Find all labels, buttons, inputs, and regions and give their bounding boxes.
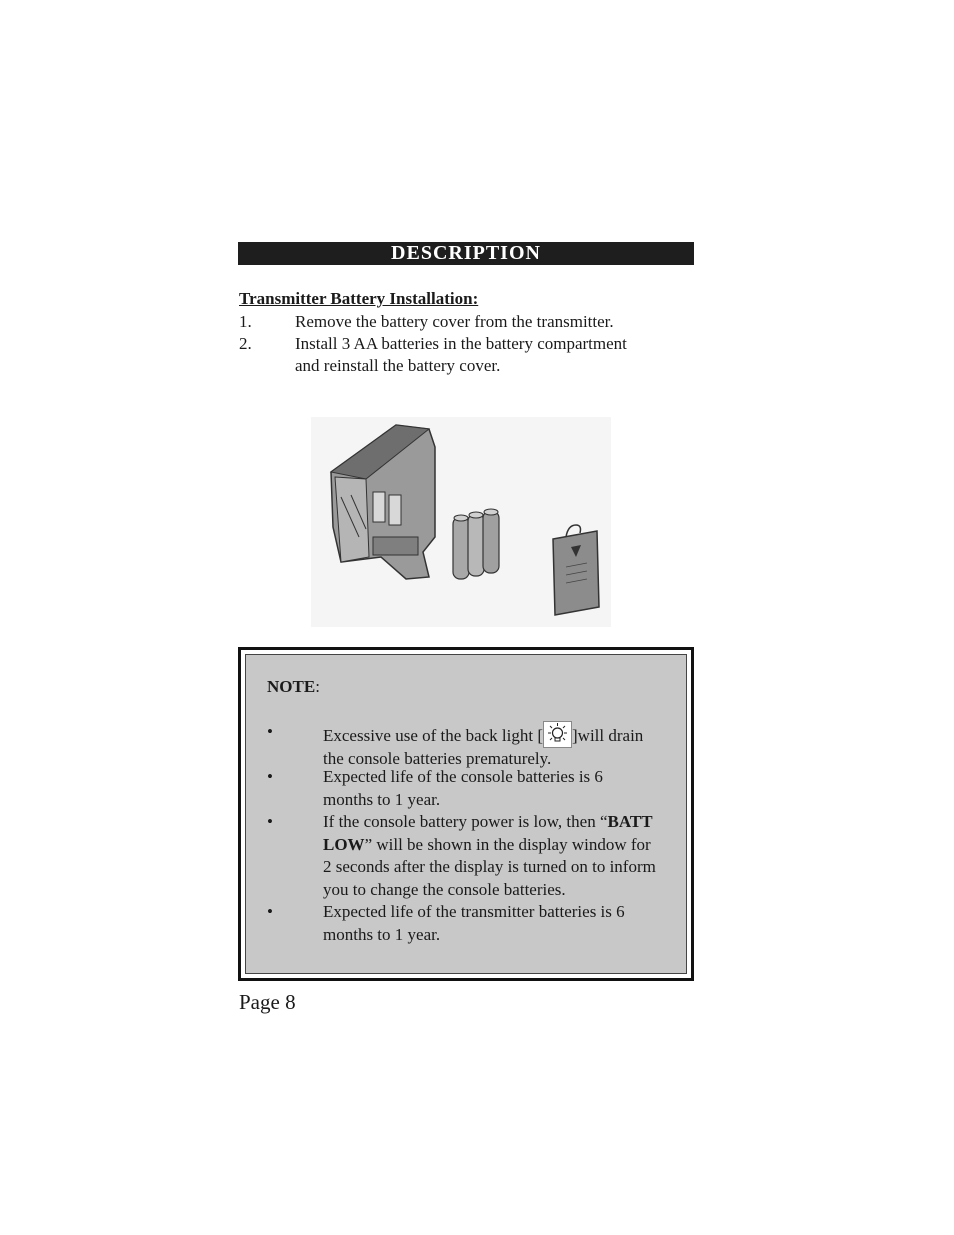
page-number: Page 8: [239, 990, 296, 1014]
note-text-part: If the console battery power is low, then “: [323, 812, 608, 831]
note-text-bold: BATT: [607, 812, 653, 831]
transmitter-battery-illustration: [311, 417, 611, 627]
note-text-part: ]will drain: [572, 726, 644, 745]
battery-cover-icon: [553, 525, 599, 615]
note-text: [323, 811, 668, 901]
step-text-line: Install 3 AA batteries in the battery compartment: [295, 334, 627, 353]
section-header: DESCRIPTION: [238, 242, 694, 265]
note-panel: [245, 654, 687, 974]
backlight-bulb-icon: [543, 721, 572, 748]
step-text-line: and reinstall the battery cover.: [295, 356, 501, 375]
note-text: [323, 721, 668, 771]
note-text-part: months to 1 year.: [323, 789, 441, 809]
note-text: [323, 766, 668, 811]
note-label-suffix: :: [315, 677, 320, 696]
step-text: [295, 333, 655, 377]
aa-batteries-icon: [453, 509, 499, 579]
bullet: •: [267, 812, 273, 831]
note-text: [323, 901, 668, 946]
note-text-part: ” will be shown in the display window for: [364, 834, 651, 854]
step-number: 1.: [239, 312, 252, 331]
section-title: Transmitter Battery Installation:: [239, 289, 479, 308]
step-text: Remove the battery cover from the transmitter.: [295, 312, 614, 331]
note-text-part: Expected life of the transmitter batteries is 6: [323, 902, 625, 921]
note-label: [267, 677, 320, 697]
note-text-part: Expected life of the console batteries is 6: [323, 767, 603, 786]
bullet: •: [267, 902, 273, 921]
note-text-part: you to change the console batteries.: [323, 879, 566, 899]
note-box: [238, 647, 694, 981]
bullet: •: [267, 767, 273, 786]
note-text-part: the console batteries prematurely.: [323, 749, 552, 768]
note-text-bold: LOW: [323, 834, 365, 854]
note-text-part: months to 1 year.: [323, 924, 441, 944]
note-text-part: Excessive use of the back light [: [323, 726, 543, 745]
step-number: 2.: [239, 334, 252, 353]
note-label-text: NOTE: [267, 677, 316, 696]
bullet: •: [267, 722, 273, 741]
note-text-part: 2 seconds after the display is turned on to inform: [323, 857, 656, 876]
